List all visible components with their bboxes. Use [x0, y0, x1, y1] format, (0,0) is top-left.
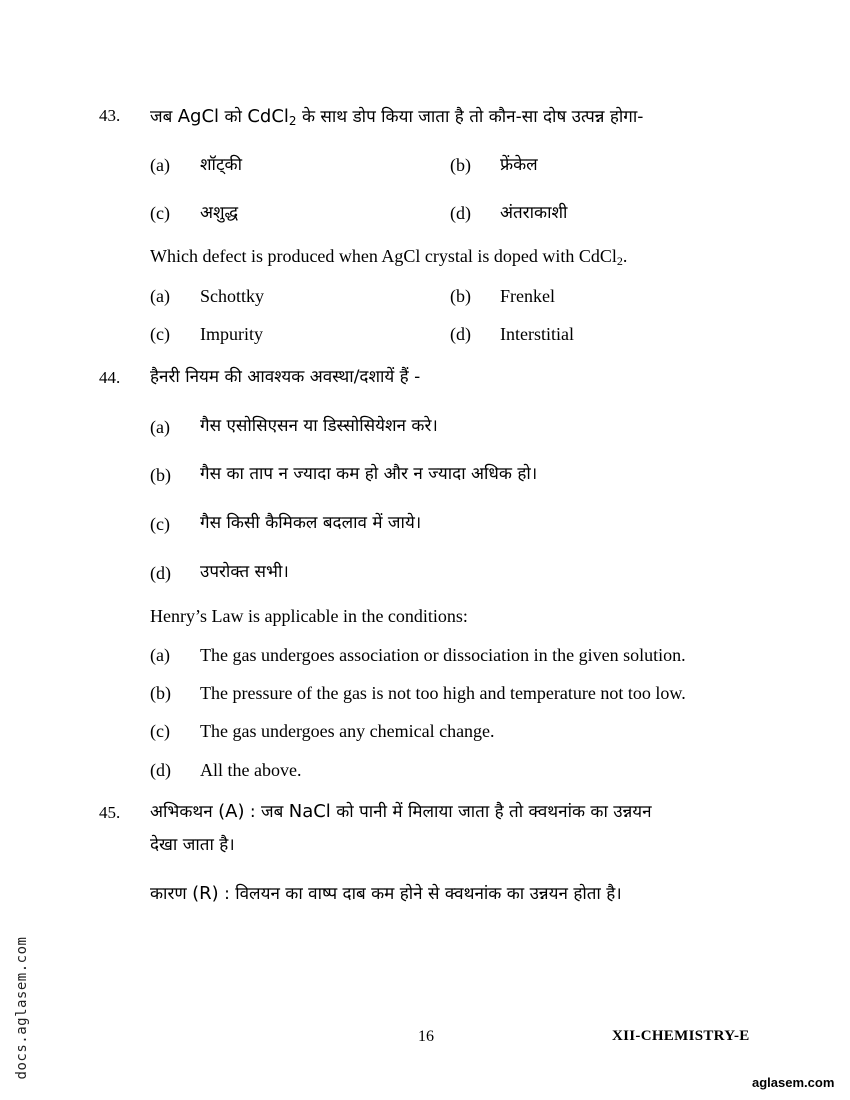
option-text: The gas undergoes association or dissociation in the given solution.: [200, 645, 686, 665]
option-text: गैस का ताप न ज्यादा कम हो और न ज्यादा अधिक हो।: [200, 464, 538, 484]
question-number-44: 44.: [99, 368, 121, 387]
side-watermark: docs.aglasem.com: [14, 936, 30, 1080]
option-text: अंतराकाशी: [500, 203, 568, 223]
question-number-45: 45.: [99, 803, 121, 822]
brand-logo-text: aglasem.com: [752, 1075, 835, 1090]
option-label: (a): [150, 645, 170, 665]
option-text: उपरोक्त सभी।: [200, 562, 289, 582]
option-label: (a): [150, 155, 170, 175]
question-number-43: 43.: [99, 106, 121, 125]
option-label: (c): [150, 721, 170, 741]
question-43-english: Which defect is produced when AgCl crystal is doped with CdCl$_2$.: [150, 246, 628, 268]
paper-code: XII-CHEMISTRY-E: [612, 1028, 750, 1044]
option-label: (b): [150, 683, 171, 703]
option-text: शॉट्की: [200, 155, 242, 175]
question-44-english: Henry’s Law is applicable in the conditions:: [150, 606, 468, 626]
question-43-hindi: जब AgCl को CdCl$_2$ के साथ डोप किया जाता है तो कौन-सा दोष उत्पन्न होगा-: [150, 106, 644, 128]
option-text: फ्रेंकेल: [500, 155, 538, 175]
question-44-hindi: हैनरी नियम की आवश्यक अवस्था/दशायें हैं -: [150, 367, 421, 387]
option-label: (b): [150, 465, 171, 485]
option-text: अशुद्ध: [200, 203, 239, 223]
option-label: (b): [450, 286, 471, 306]
option-label: (c): [150, 324, 170, 344]
option-label: (b): [450, 155, 471, 175]
option-text: The pressure of the gas is not too high and temperature not too low.: [200, 683, 686, 703]
option-text: Interstitial: [500, 324, 574, 344]
option-label: (d): [150, 760, 171, 780]
option-text: The gas undergoes any chemical change.: [200, 721, 495, 741]
option-text: Schottky: [200, 286, 265, 306]
option-label: (d): [450, 324, 471, 344]
option-label: (c): [150, 514, 170, 534]
assertion-line-2: देखा जाता है।: [150, 835, 235, 855]
assertion-line-1: अभिकथन (A) : जब NaCl को पानी में मिलाया जाता है तो क्वथनांक का उन्नयन: [150, 801, 652, 822]
option-label: (c): [150, 203, 170, 223]
page-number: 16: [418, 1028, 434, 1045]
reason-line: कारण (R) : विलयन का वाष्प दाब कम होने से क्वथनांक का उन्नयन होता है।: [150, 883, 622, 904]
option-text: गैस एसोसिएसन या डिस्सोसियेशन करे।: [200, 416, 438, 436]
option-label: (a): [150, 417, 170, 437]
option-text: Impurity: [200, 324, 263, 344]
option-text: Frenkel: [500, 286, 555, 306]
option-label: (d): [150, 563, 171, 583]
option-text: All the above.: [200, 760, 302, 780]
option-label: (a): [150, 286, 170, 306]
option-label: (d): [450, 203, 471, 223]
option-text: गैस किसी कैमिकल बदलाव में जाये।: [200, 513, 422, 533]
